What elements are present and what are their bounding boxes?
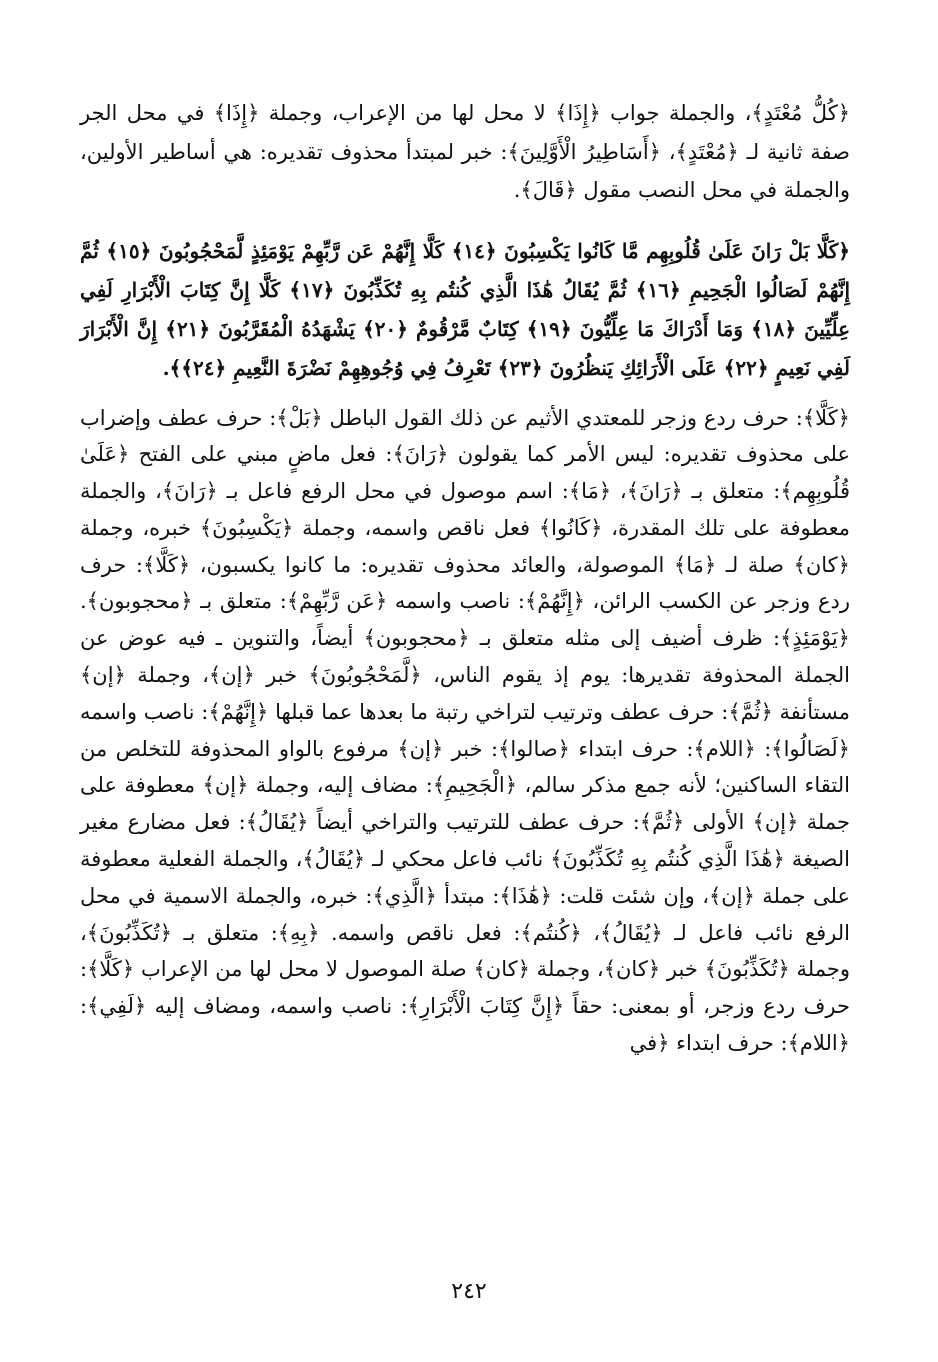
page-number: ٢٤٢ (451, 1279, 487, 1304)
quran-verses: ﴿كَلَّا بَلْ رَانَ عَلَىٰ قُلُوبِهِم مَّا كَانُوا يَكْسِبُونَ ﴿١٤﴾ كَلَّا إِنَّهُمْ عَن رَّبِّهِمْ يَوْمَئِذٍ لَّمَحْجُوبُونَ ﴿١٥﴾ ثُمَّ إِنَّهُمْ لَصَالُوا الْجَحِيمِ ﴿١٦﴾ ثُمَّ يُقَالُ هَٰذَا الَّذِي كُنتُم بِهِ تُكَذِّبُونَ ﴿١٧﴾ كَلَّا إِنَّ كِتَابَ الْأَبْرَارِ لَفِي عِلِّيِّينَ ﴿١٨﴾ وَمَا أَدْرَاكَ مَا عِلِّيُّونَ ﴿١٩﴾ كِتَابٌ مَّرْقُومٌ ﴿٢٠﴾ يَشْهَدُهُ الْمُقَرَّبُونَ ﴿٢١﴾ إِنَّ الْأَبْرَارَ لَفِي نَعِيمٍ ﴿٢٢﴾ عَلَى الْأَرَائِكِ يَنظُرُونَ ﴿٢٣﴾ تَعْرِفُ فِي وُجُوهِهِمْ نَضْرَةَ النَّعِيمِ ﴿٢٤﴾﴾. (80, 238, 851, 380)
paragraph-body: ﴿كَلَّا﴾: حرف ردع وزجر للمعتدي الأثيم عن ذلك القول الباطل ﴿بَلْ﴾: حرف عطف وإضراب على محذوف تقديره: ليس الأمر كما يقولون ﴿رَانَ﴾: فعل ماضٍ مبني على الفتح ﴿عَلَىٰ قُلُوبِهِم﴾: متعلق بـ ﴿رَانَ﴾، ﴿مَا﴾: اسم موصول في محل الرفع فاعل بـ ﴿رَانَ﴾، والجملة معطوفة على تلك المقدرة، ﴿كَانُوا﴾ فعل ناقص واسمه، وجملة ﴿يَكْسِبُونَ﴾ خبره، وجملة ﴿كان﴾ صلة لـ ﴿مَا﴾ الموصولة، والعائد محذوف تقديره: ما كانوا يكسبون، ﴿كَلَّا﴾: حرف ردع وزجر عن الكسب الرائن، ﴿إِنَّهُمْ﴾: ناصب واسمه ﴿عَن رَّبِّهِمْ﴾: متعلق بـ ﴿محجوبون﴾. ﴿يَوْمَئِذٍ﴾: ظرف أضيف إلى مثله متعلق بـ ﴿محجوبون﴾ أيضاً، والتنوين ـ فيه عوض عن الجملة المحذوفة تقديرها: يوم إذ يقوم الناس، ﴿لَّمَحْجُوبُونَ﴾ خبر ﴿إن﴾، وجملة ﴿إن﴾ مستأنفة ﴿ثُمَّ﴾: حرف عطف وترتيب لتراخي رتبة ما بعدها عما قبلها ﴿إِنَّهُمْ﴾: ناصب واسمه ﴿لَصَالُوا﴾: ﴿اللام﴾: حرف ابتداء ﴿صالوا﴾: خبر ﴿إن﴾ مرفوع بالواو المحذوفة للتخلص من التقاء الساكنين؛ لأنه جمع مذكر سالم، ﴿الْجَحِيمِ﴾: مضاف إليه، وجملة ﴿إن﴾ معطوفة على جملة ﴿إن﴾ الأولى ﴿ثُمَّ﴾: حرف عطف للترتيب والتراخي أيضاً ﴿يُقَالُ﴾: فعل مضارع مغير الصيغة ﴿هَٰذَا الَّذِي كُنتُم بِهِ تُكَذِّبُونَ﴾ نائب فاعل محكي لـ ﴿يُقَالُ﴾، والجملة الفعلية معطوفة على جملة ﴿إن﴾، وإن شئت قلت: ﴿هَٰذَا﴾: مبتدأ ﴿الَّذِي﴾: خبره، والجملة الاسمية في محل الرفع نائب فاعل لـ ﴿يُقَالُ﴾، ﴿كُنتُم﴾: فعل ناقص واسمه. ﴿بِهِ﴾: متعلق بـ ﴿تُكَذِّبُونَ﴾، وجملة ﴿تُكَذِّبُونَ﴾ خبر ﴿كان﴾، وجملة ﴿كان﴾ صلة الموصول لا محل لها من الإعراب ﴿كَلَّا﴾: حرف ردع وزجر، أو بمعنى: حقاً ﴿إِنَّ كِتَابَ الْأَبْرَارِ﴾: ناصب واسمه، ومضاف إليه ﴿لَفِي﴾: ﴿اللام﴾: حرف ابتداء ﴿في (80, 405, 850, 1056)
paragraph-top: ﴿كُلُّ مُعْتَدٍ﴾، والجملة جواب ﴿إِذَا﴾ لا محل لها من الإعراب، وجملة ﴿إِذَا﴾ في محل الجر صفة ثانية لـ ﴿مُعْتَدٍ﴾، ﴿أَسَاطِيرُ الْأَوَّلِينَ﴾: خبر لمبتدأ محذوف تقديره: هي أساطير الأولين، والجملة في محل النصب مقول ﴿قَالَ﴾. (80, 101, 850, 202)
